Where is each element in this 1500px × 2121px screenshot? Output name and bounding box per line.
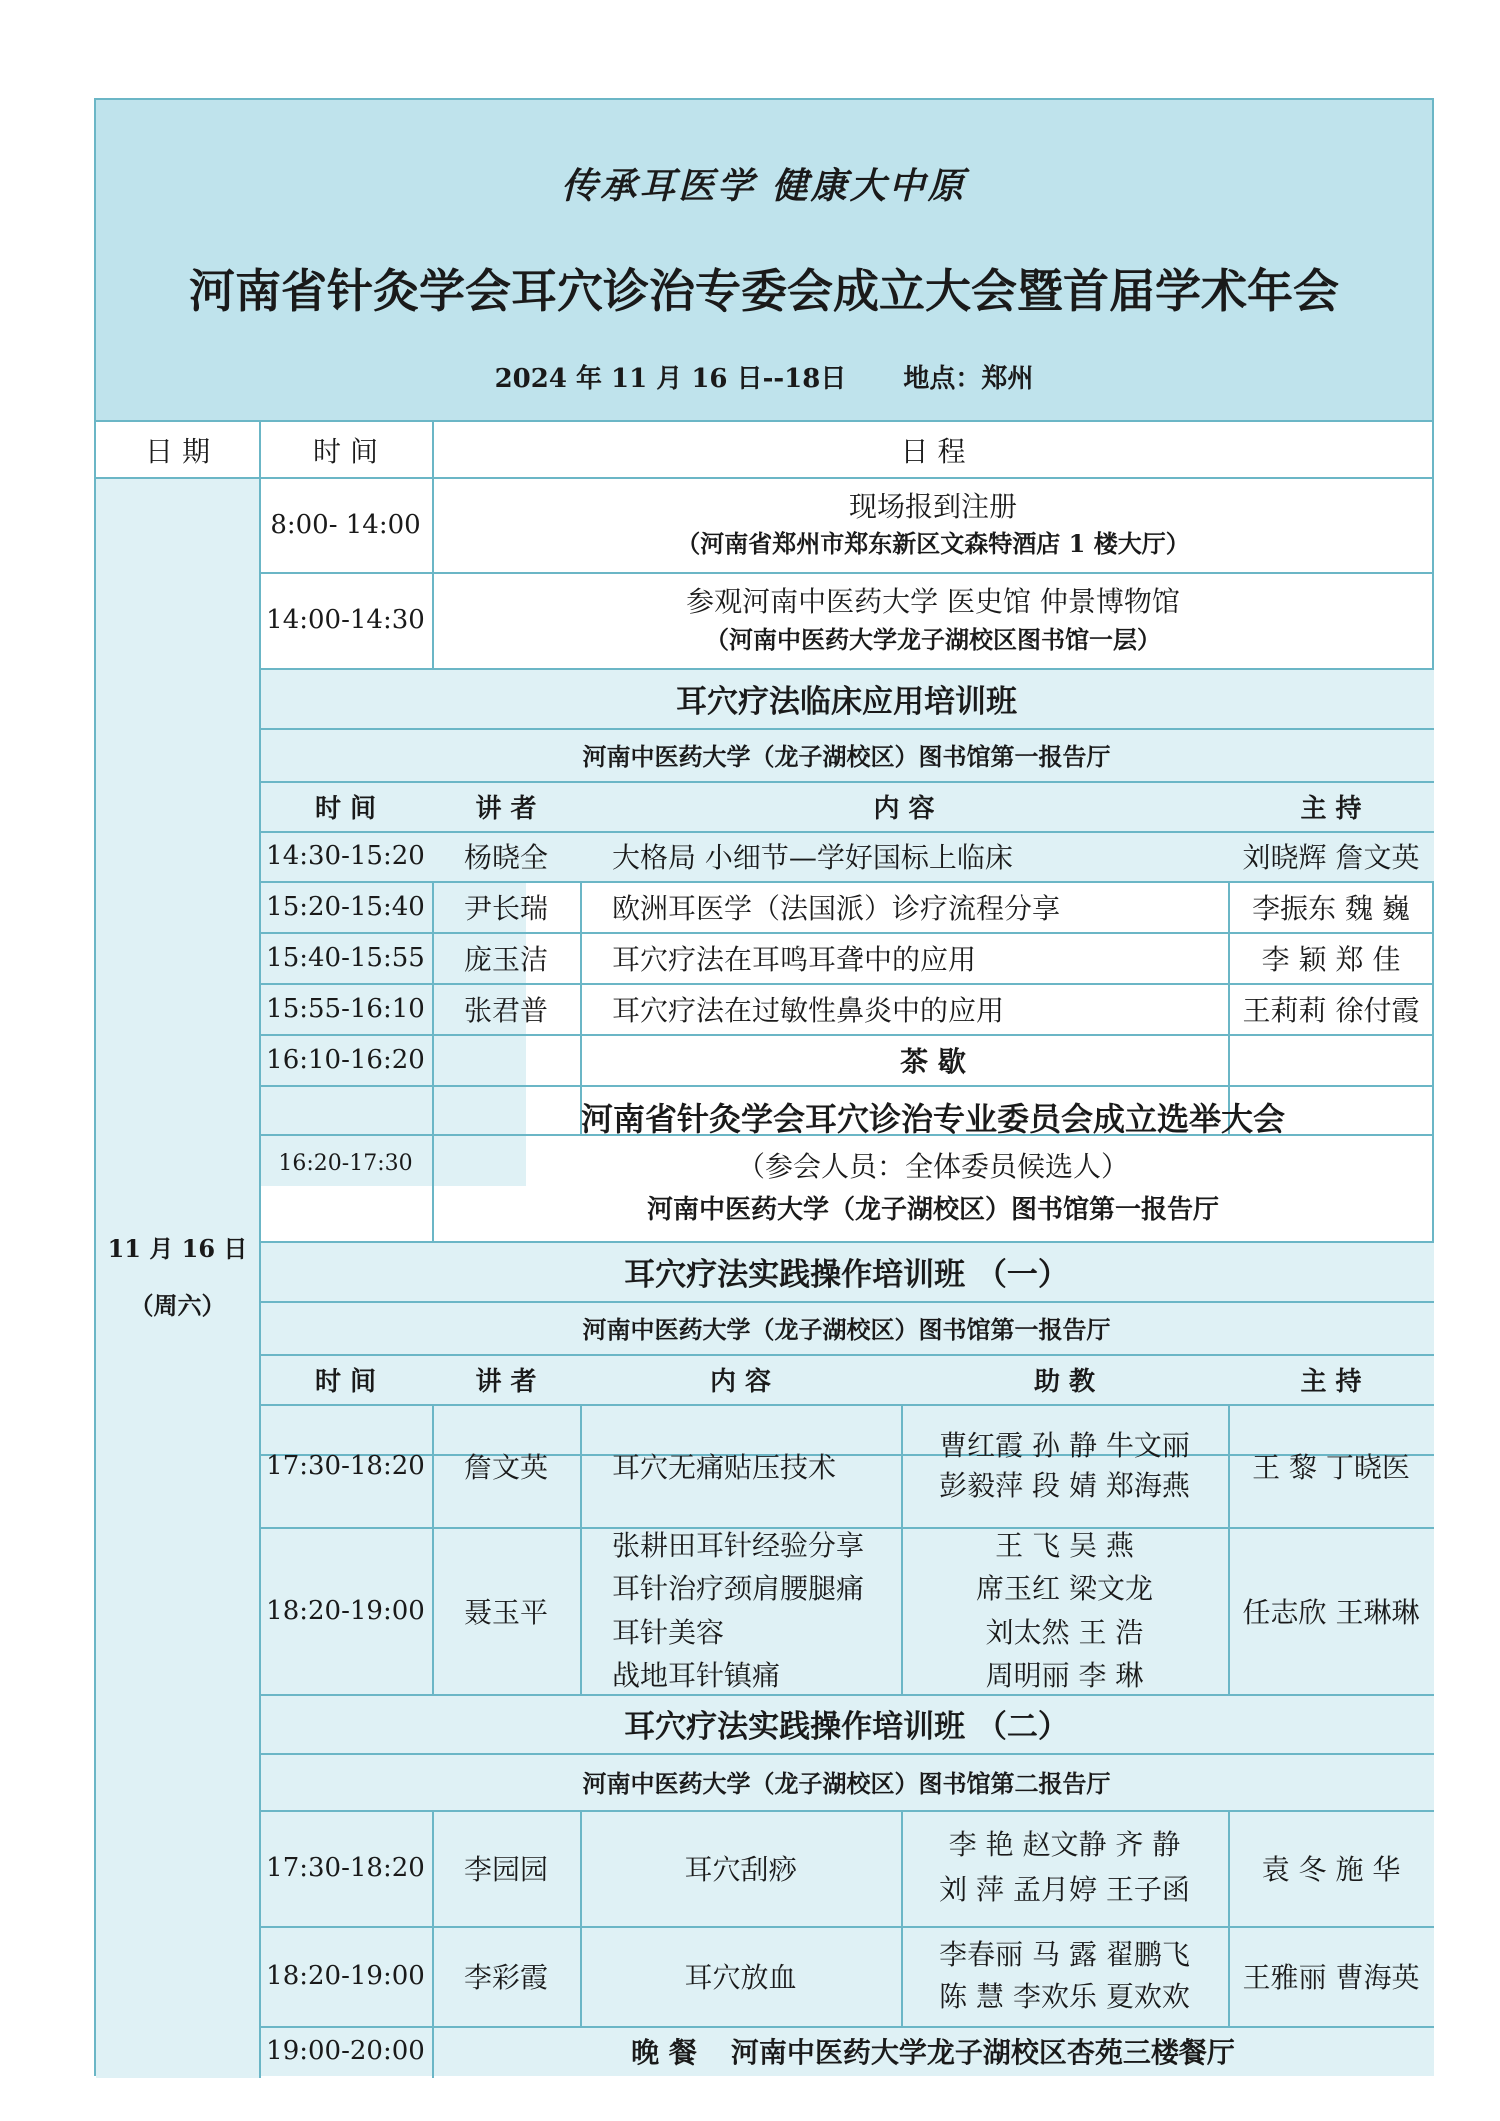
assistant-line: 刘 萍 孟月婷 王子函 bbox=[939, 1873, 1190, 1906]
election-time: 16:20-17:30 bbox=[278, 1150, 413, 1176]
practice-assistants bbox=[901, 1404, 1228, 1527]
lecture-time: 15:55-16:10 bbox=[266, 993, 425, 1024]
section2-venue: 河南中医药大学（龙子湖校区）图书馆第一报告厅 bbox=[582, 1315, 1111, 1344]
event-dates: 2024 年 11 月 16 日--18日 bbox=[494, 364, 847, 394]
practice-assistants bbox=[901, 1527, 1228, 1694]
assistant-line: 陈 慧 李欢乐 夏欢欢 bbox=[939, 1980, 1190, 2013]
visit-venue: （河南中医药大学龙子湖校区图书馆一层） bbox=[705, 624, 1161, 654]
practice2-time: 18:20-19:00 bbox=[266, 1961, 425, 1991]
lecture-speaker: 尹长瑞 bbox=[463, 891, 548, 925]
row-time: 8:00- 14:00 bbox=[270, 509, 421, 540]
election-title: 河南省针灸学会耳穴诊治专业委员会成立选举大会 bbox=[580, 1100, 1285, 1139]
assistant-line: 刘太然 王 浩 bbox=[985, 1615, 1144, 1649]
assistant-line: 席玉红 梁文龙 bbox=[976, 1572, 1153, 1606]
dinner-row bbox=[432, 2026, 1434, 2076]
lecture-speaker: 庞玉洁 bbox=[463, 942, 548, 976]
practice2-speaker: 李园园 bbox=[463, 1853, 548, 1886]
section1-venue: 河南中医药大学（龙子湖校区）图书馆第一报告厅 bbox=[582, 742, 1111, 771]
day-label bbox=[96, 477, 259, 2078]
election-venue: 河南中医药大学（龙子湖校区）图书馆第一报告厅 bbox=[646, 1195, 1219, 1226]
section3-venue: 河南中医药大学（龙子湖校区）图书馆第二报告厅 bbox=[582, 1769, 1111, 1798]
lecture-content: 耳穴疗法在耳鸣耳聋中的应用 bbox=[612, 942, 977, 976]
col-schedule-header: 日 程 bbox=[900, 434, 966, 468]
lecture-content: 大格局 小细节—学好国标上临床 bbox=[612, 841, 1013, 874]
assistant-line: 曹红霞 孙 静 牛文丽 bbox=[939, 1429, 1190, 1463]
row-museum-visit bbox=[432, 572, 1434, 668]
section1-col-content: 内 容 bbox=[873, 793, 935, 824]
assistant-line: 周明丽 李 琳 bbox=[985, 1658, 1144, 1692]
section1-col-host: 主 持 bbox=[1300, 793, 1362, 824]
practice-speaker: 聂玉平 bbox=[463, 1595, 548, 1629]
section2-col-assist: 助 教 bbox=[1033, 1366, 1096, 1397]
section2-col-content: 内 容 bbox=[709, 1366, 772, 1397]
event-location: 地点：郑州 bbox=[903, 364, 1034, 394]
page-title: 河南省针灸学会耳穴诊治专委会成立大会暨首届学术年会 bbox=[189, 264, 1339, 318]
dinner-venue: 河南中医药大学龙子湖校区杏苑三楼餐厅 bbox=[730, 2036, 1235, 2069]
practice-speaker: 詹文英 bbox=[463, 1450, 548, 1484]
lecture-host: 王莉莉 徐付霞 bbox=[1242, 993, 1420, 1027]
dinner-label: 晚 餐 bbox=[631, 2036, 697, 2069]
practice-host: 王 黎 丁晓医 bbox=[1252, 1450, 1410, 1484]
content-line: 耳针治疗颈肩腰腿痛 bbox=[612, 1572, 865, 1606]
registration-venue: （河南省郑州市郑东新区文森特酒店 1 楼大厅） bbox=[676, 529, 1190, 559]
section3-title: 耳穴疗法实践操作培训班 （二） bbox=[624, 1709, 1069, 1745]
row-time: 14:00-14:30 bbox=[266, 605, 425, 635]
lecture-content: 欧洲耳医学（法国派）诊疗流程分享 bbox=[612, 891, 1061, 925]
lecture-host: 李 颖 郑 佳 bbox=[1261, 942, 1401, 976]
assistant-line: 王 飞 吴 燕 bbox=[995, 1528, 1134, 1562]
content-line: 张耕田耳针经验分享 bbox=[612, 1528, 865, 1562]
lecture-time: 14:30-15:20 bbox=[266, 841, 425, 871]
lecture-speaker: 杨晓全 bbox=[463, 841, 548, 874]
section1-col-speaker: 讲 者 bbox=[475, 793, 537, 824]
content-line: 战地耳针镇痛 bbox=[612, 1658, 781, 1692]
col-date-header: 日 期 bbox=[145, 434, 210, 468]
section1-title: 耳穴疗法临床应用培训班 bbox=[676, 683, 1017, 720]
assistant-line: 李春丽 马 露 翟鹏飞 bbox=[939, 1938, 1190, 1971]
section1-col-time: 时 间 bbox=[314, 793, 377, 824]
section2-col-time: 时 间 bbox=[314, 1366, 377, 1397]
practice-time: 17:30-18:20 bbox=[266, 1450, 425, 1481]
lecture-host: 李振东 魏 巍 bbox=[1252, 891, 1410, 925]
section2-title: 耳穴疗法实践操作培训班 （一） bbox=[624, 1256, 1069, 1293]
practice2-content: 耳穴放血 bbox=[684, 1961, 797, 1994]
schedule-frame bbox=[94, 98, 1434, 2076]
section2-col-host: 主 持 bbox=[1300, 1366, 1362, 1397]
practice2-assistants bbox=[901, 1810, 1228, 1926]
practice2-time: 17:30-18:20 bbox=[266, 1853, 425, 1883]
day-weekday: （周六） bbox=[129, 1290, 226, 1320]
lecture-content: 耳穴疗法在过敏性鼻炎中的应用 bbox=[612, 993, 1005, 1027]
day-date: 11 月 16 日 bbox=[107, 1233, 248, 1263]
lecture-host: 刘晓辉 詹文英 bbox=[1242, 841, 1420, 874]
section2-col-speaker: 讲 者 bbox=[475, 1366, 537, 1397]
content-line: 耳针美容 bbox=[612, 1615, 725, 1649]
lecture-time: 15:20-15:40 bbox=[266, 891, 425, 922]
election-attendees: （参会人员：全体委员候选人） bbox=[736, 1150, 1129, 1184]
slogan: 传承耳医学 健康大中原 bbox=[561, 165, 967, 207]
lecture-time: 15:40-15:55 bbox=[266, 942, 425, 973]
practice-content: 耳穴无痛贴压技术 bbox=[612, 1450, 837, 1484]
practice2-content: 耳穴刮痧 bbox=[684, 1853, 797, 1886]
assistant-line: 彭毅萍 段 婧 郑海燕 bbox=[939, 1468, 1190, 1502]
visit-title: 参观河南中医药大学 医史馆 仲景博物馆 bbox=[686, 585, 1180, 619]
practice-time: 18:20-19:00 bbox=[266, 1595, 425, 1626]
date-location bbox=[96, 358, 1432, 395]
tea-break: 茶 歇 bbox=[900, 1044, 966, 1078]
election-meeting bbox=[432, 1085, 1434, 1241]
practice-content-list bbox=[580, 1527, 901, 1694]
assistant-line: 李 艳 赵文静 齐 静 bbox=[948, 1828, 1181, 1862]
lecture-speaker: 张君普 bbox=[463, 993, 548, 1027]
row-registration bbox=[432, 477, 1434, 572]
registration-title: 现场报到注册 bbox=[848, 489, 1017, 523]
tea-time: 16:10-16:20 bbox=[266, 1044, 425, 1075]
dinner-time: 19:00-20:00 bbox=[266, 2036, 425, 2066]
practice2-speaker: 李彩霞 bbox=[463, 1961, 548, 1994]
practice-host: 任志欣 王琳琳 bbox=[1242, 1595, 1420, 1629]
header-banner bbox=[96, 100, 1432, 422]
practice2-host: 王雅丽 曹海英 bbox=[1242, 1961, 1420, 1994]
practice2-host: 袁 冬 施 华 bbox=[1261, 1853, 1401, 1886]
col-time-header: 时 间 bbox=[313, 434, 378, 468]
practice2-assistants bbox=[901, 1926, 1228, 2026]
